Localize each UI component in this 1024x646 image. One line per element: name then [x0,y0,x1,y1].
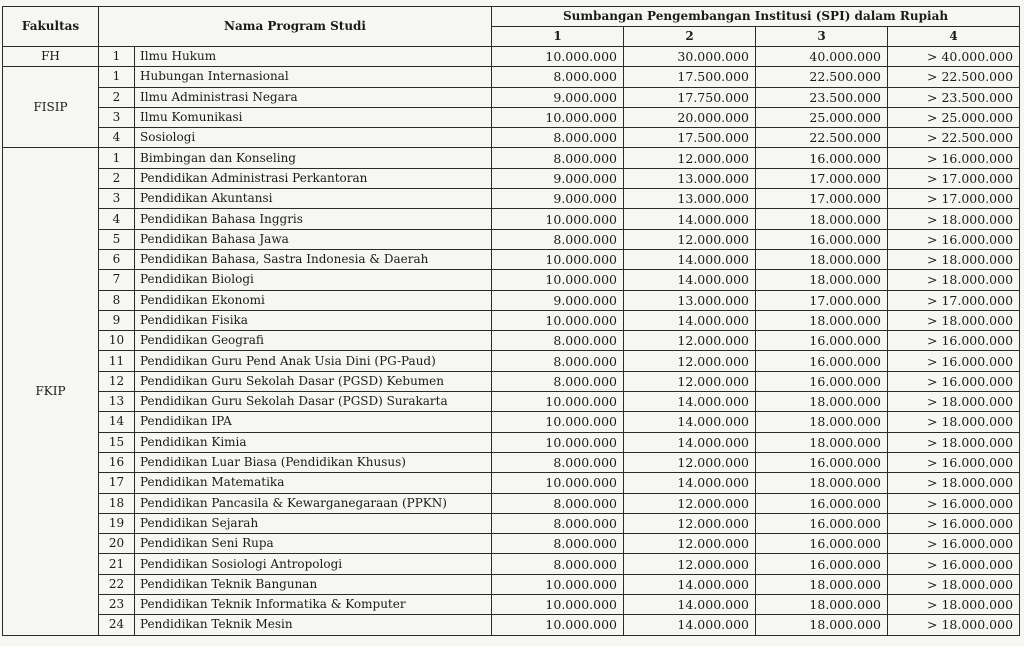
spi-tier-3-cell: 22.500.000 [756,128,888,148]
table-row [3,67,1020,87]
table-row [3,574,1020,594]
spi-tier-3-cell: 16.000.000 [756,351,888,371]
program-name-cell: Pendidikan IPA [135,412,492,432]
program-name-cell: Pendidikan Teknik Mesin [135,615,492,635]
spi-tier-2-cell: 14.000.000 [624,473,756,493]
spi-tier-1-cell: 8.000.000 [492,452,624,472]
table-row [3,473,1020,493]
spi-tier-3-cell: 17.000.000 [756,290,888,310]
program-name-cell: Pendidikan Pancasila & Kewarganegaraan (PPKN) [135,493,492,513]
spi-tier-2-cell: 12.000.000 [624,229,756,249]
spi-tier-4-cell: > 18.000.000 [888,615,1020,635]
spi-tier-1-cell: 10.000.000 [492,310,624,330]
table-row [3,229,1020,249]
spi-tier-2-cell: 20.000.000 [624,107,756,127]
row-number-cell: 5 [99,229,135,249]
faculty-cell: FKIP [3,148,99,635]
table-header [3,7,1020,47]
spi-tier-4-cell: > 16.000.000 [888,229,1020,249]
spi-tier-4-cell: > 16.000.000 [888,493,1020,513]
program-name-cell: Pendidikan Bahasa, Sastra Indonesia & Daerah [135,249,492,269]
program-name-cell: Pendidikan Guru Pend Anak Usia Dini (PG-Paud) [135,351,492,371]
spi-tier-1-cell: 8.000.000 [492,534,624,554]
table-row [3,371,1020,391]
spi-tier-2-cell: 12.000.000 [624,554,756,574]
table-row [3,513,1020,533]
row-number-cell: 15 [99,432,135,452]
header-col-3: 3 [756,27,888,47]
row-number-cell: 9 [99,310,135,330]
spi-tier-2-cell: 14.000.000 [624,595,756,615]
header-fakultas: Fakultas [3,7,99,47]
table-row [3,615,1020,635]
program-name-cell: Pendidikan Luar Biasa (Pendidikan Khusus) [135,452,492,472]
spi-tier-4-cell: > 40.000.000 [888,47,1020,67]
row-number-cell: 1 [99,148,135,168]
row-number-cell: 20 [99,534,135,554]
spi-tier-3-cell: 18.000.000 [756,595,888,615]
spi-tier-1-cell: 9.000.000 [492,168,624,188]
spi-tier-2-cell: 14.000.000 [624,412,756,432]
spi-tier-3-cell: 16.000.000 [756,554,888,574]
spi-tier-1-cell: 8.000.000 [492,331,624,351]
table-row [3,189,1020,209]
row-number-cell: 11 [99,351,135,371]
spi-tier-4-cell: > 18.000.000 [888,574,1020,594]
spi-tier-2-cell: 17.750.000 [624,87,756,107]
spi-tier-4-cell: > 22.500.000 [888,67,1020,87]
spi-tier-1-cell: 9.000.000 [492,189,624,209]
row-number-cell: 3 [99,189,135,209]
spi-tier-1-cell: 8.000.000 [492,229,624,249]
spi-tier-3-cell: 18.000.000 [756,392,888,412]
row-number-cell: 10 [99,331,135,351]
header-col-2: 2 [624,27,756,47]
spi-tier-2-cell: 13.000.000 [624,290,756,310]
spi-tier-2-cell: 12.000.000 [624,513,756,533]
spi-tier-1-cell: 8.000.000 [492,371,624,391]
spi-tier-1-cell: 10.000.000 [492,574,624,594]
spi-tier-4-cell: > 16.000.000 [888,554,1020,574]
spi-tier-1-cell: 10.000.000 [492,249,624,269]
spi-tier-2-cell: 14.000.000 [624,392,756,412]
spi-tier-2-cell: 12.000.000 [624,148,756,168]
program-name-cell: Pendidikan Bahasa Inggris [135,209,492,229]
program-name-cell: Pendidikan Bahasa Jawa [135,229,492,249]
program-name-cell: Bimbingan dan Konseling [135,148,492,168]
spi-tier-1-cell: 10.000.000 [492,209,624,229]
program-name-cell: Ilmu Komunikasi [135,107,492,127]
program-name-cell: Pendidikan Teknik Informatika & Komputer [135,595,492,615]
spi-tier-3-cell: 16.000.000 [756,371,888,391]
spi-tier-4-cell: > 23.500.000 [888,87,1020,107]
table-row [3,148,1020,168]
spi-tier-2-cell: 14.000.000 [624,249,756,269]
program-name-cell: Ilmu Hukum [135,47,492,67]
spi-tier-3-cell: 18.000.000 [756,310,888,330]
faculty-cell: FH [3,47,99,67]
spi-fee-table [2,6,1020,636]
spi-tier-3-cell: 17.000.000 [756,168,888,188]
table-row [3,412,1020,432]
spi-tier-1-cell: 8.000.000 [492,554,624,574]
spi-tier-4-cell: > 18.000.000 [888,595,1020,615]
spi-tier-4-cell: > 16.000.000 [888,452,1020,472]
spi-tier-2-cell: 13.000.000 [624,189,756,209]
spi-tier-4-cell: > 16.000.000 [888,331,1020,351]
spi-tier-1-cell: 9.000.000 [492,87,624,107]
spi-tier-1-cell: 8.000.000 [492,493,624,513]
spi-tier-2-cell: 14.000.000 [624,615,756,635]
row-number-cell: 3 [99,107,135,127]
program-name-cell: Pendidikan Ekonomi [135,290,492,310]
row-number-cell: 7 [99,270,135,290]
program-name-cell: Sosiologi [135,128,492,148]
program-name-cell: Pendidikan Guru Sekolah Dasar (PGSD) Surakarta [135,392,492,412]
spi-tier-2-cell: 17.500.000 [624,128,756,148]
table-row [3,554,1020,574]
program-name-cell: Pendidikan Sosiologi Antropologi [135,554,492,574]
row-number-cell: 19 [99,513,135,533]
program-name-cell: Pendidikan Akuntansi [135,189,492,209]
spi-tier-2-cell: 12.000.000 [624,452,756,472]
spi-tier-3-cell: 25.000.000 [756,107,888,127]
spi-tier-4-cell: > 17.000.000 [888,189,1020,209]
program-name-cell: Pendidikan Sejarah [135,513,492,533]
row-number-cell: 14 [99,412,135,432]
spi-tier-4-cell: > 18.000.000 [888,412,1020,432]
spi-tier-2-cell: 14.000.000 [624,574,756,594]
spi-tier-3-cell: 16.000.000 [756,534,888,554]
spi-tier-2-cell: 12.000.000 [624,493,756,513]
spi-tier-1-cell: 10.000.000 [492,47,624,67]
spi-tier-3-cell: 18.000.000 [756,249,888,269]
spi-tier-4-cell: > 17.000.000 [888,290,1020,310]
spi-tier-3-cell: 23.500.000 [756,87,888,107]
spi-tier-4-cell: > 16.000.000 [888,351,1020,371]
spi-tier-3-cell: 18.000.000 [756,209,888,229]
spi-tier-4-cell: > 18.000.000 [888,310,1020,330]
row-number-cell: 1 [99,47,135,67]
program-name-cell: Pendidikan Teknik Bangunan [135,574,492,594]
header-spi-title: Sumbangan Pengembangan Institusi (SPI) dalam Rupiah [492,7,1020,27]
spi-tier-3-cell: 40.000.000 [756,47,888,67]
spi-tier-1-cell: 9.000.000 [492,290,624,310]
spi-tier-2-cell: 17.500.000 [624,67,756,87]
row-number-cell: 2 [99,168,135,188]
program-name-cell: Pendidikan Matematika [135,473,492,493]
spi-tier-4-cell: > 16.000.000 [888,513,1020,533]
spi-tier-1-cell: 8.000.000 [492,128,624,148]
spi-tier-4-cell: > 16.000.000 [888,371,1020,391]
row-number-cell: 23 [99,595,135,615]
table-row [3,595,1020,615]
row-number-cell: 6 [99,249,135,269]
spi-tier-1-cell: 10.000.000 [492,392,624,412]
spi-tier-2-cell: 14.000.000 [624,432,756,452]
table-row [3,534,1020,554]
spi-tier-2-cell: 13.000.000 [624,168,756,188]
spi-tier-2-cell: 14.000.000 [624,270,756,290]
row-number-cell: 4 [99,209,135,229]
spi-tier-3-cell: 18.000.000 [756,270,888,290]
table-row [3,107,1020,127]
spi-tier-4-cell: > 18.000.000 [888,473,1020,493]
spi-tier-3-cell: 16.000.000 [756,331,888,351]
header-col-1: 1 [492,27,624,47]
program-name-cell: Pendidikan Biologi [135,270,492,290]
spi-tier-1-cell: 10.000.000 [492,412,624,432]
spi-tier-2-cell: 12.000.000 [624,534,756,554]
row-number-cell: 1 [99,67,135,87]
spi-tier-1-cell: 8.000.000 [492,67,624,87]
table-row [3,47,1020,67]
spi-tier-1-cell: 8.000.000 [492,351,624,371]
spi-tier-3-cell: 22.500.000 [756,67,888,87]
row-number-cell: 13 [99,392,135,412]
spi-tier-3-cell: 18.000.000 [756,432,888,452]
faculty-cell: FISIP [3,67,99,148]
spi-tier-4-cell: > 16.000.000 [888,148,1020,168]
program-name-cell: Pendidikan Administrasi Perkantoran [135,168,492,188]
spi-tier-4-cell: > 18.000.000 [888,209,1020,229]
program-name-cell: Pendidikan Geografi [135,331,492,351]
spi-tier-3-cell: 16.000.000 [756,148,888,168]
table-row [3,452,1020,472]
spi-tier-4-cell: > 17.000.000 [888,168,1020,188]
spi-tier-4-cell: > 16.000.000 [888,534,1020,554]
spi-tier-3-cell: 16.000.000 [756,493,888,513]
row-number-cell: 4 [99,128,135,148]
program-name-cell: Ilmu Administrasi Negara [135,87,492,107]
table-row [3,392,1020,412]
spi-tier-4-cell: > 18.000.000 [888,270,1020,290]
spi-tier-2-cell: 14.000.000 [624,209,756,229]
program-name-cell: Pendidikan Kimia [135,432,492,452]
spi-tier-1-cell: 10.000.000 [492,473,624,493]
spi-tier-2-cell: 30.000.000 [624,47,756,67]
spi-tier-3-cell: 18.000.000 [756,615,888,635]
spi-tier-1-cell: 10.000.000 [492,432,624,452]
row-number-cell: 8 [99,290,135,310]
table-row [3,351,1020,371]
table-row [3,331,1020,351]
spi-tier-4-cell: > 25.000.000 [888,107,1020,127]
spi-tier-2-cell: 12.000.000 [624,371,756,391]
program-name-cell: Pendidikan Seni Rupa [135,534,492,554]
table-row [3,209,1020,229]
row-number-cell: 17 [99,473,135,493]
row-number-cell: 21 [99,554,135,574]
row-number-cell: 2 [99,87,135,107]
spi-tier-4-cell: > 22.500.000 [888,128,1020,148]
spi-tier-3-cell: 16.000.000 [756,229,888,249]
table-row [3,87,1020,107]
row-number-cell: 16 [99,452,135,472]
spi-tier-2-cell: 14.000.000 [624,310,756,330]
table-body [3,47,1020,636]
spi-tier-1-cell: 10.000.000 [492,615,624,635]
spi-tier-3-cell: 18.000.000 [756,412,888,432]
spi-tier-3-cell: 17.000.000 [756,189,888,209]
table-row [3,310,1020,330]
spi-tier-2-cell: 12.000.000 [624,351,756,371]
spi-tier-1-cell: 8.000.000 [492,148,624,168]
table-row [3,432,1020,452]
spi-tier-4-cell: > 18.000.000 [888,392,1020,412]
table-row [3,168,1020,188]
spi-tier-1-cell: 10.000.000 [492,595,624,615]
table-row [3,290,1020,310]
spi-tier-3-cell: 18.000.000 [756,473,888,493]
spi-tier-3-cell: 18.000.000 [756,574,888,594]
row-number-cell: 24 [99,615,135,635]
table-row [3,128,1020,148]
program-name-cell: Pendidikan Fisika [135,310,492,330]
row-number-cell: 12 [99,371,135,391]
header-nama-program-studi: Nama Program Studi [99,7,492,47]
spi-tier-1-cell: 10.000.000 [492,270,624,290]
table-row [3,249,1020,269]
table-row [3,270,1020,290]
spi-tier-4-cell: > 18.000.000 [888,432,1020,452]
program-name-cell: Hubungan Internasional [135,67,492,87]
spi-tier-1-cell: 10.000.000 [492,107,624,127]
header-col-4: 4 [888,27,1020,47]
program-name-cell: Pendidikan Guru Sekolah Dasar (PGSD) Kebumen [135,371,492,391]
spi-tier-4-cell: > 18.000.000 [888,249,1020,269]
spi-tier-1-cell: 8.000.000 [492,513,624,533]
spi-tier-2-cell: 12.000.000 [624,331,756,351]
row-number-cell: 18 [99,493,135,513]
spi-tier-3-cell: 16.000.000 [756,452,888,472]
row-number-cell: 22 [99,574,135,594]
spi-tier-3-cell: 16.000.000 [756,513,888,533]
table-row [3,493,1020,513]
